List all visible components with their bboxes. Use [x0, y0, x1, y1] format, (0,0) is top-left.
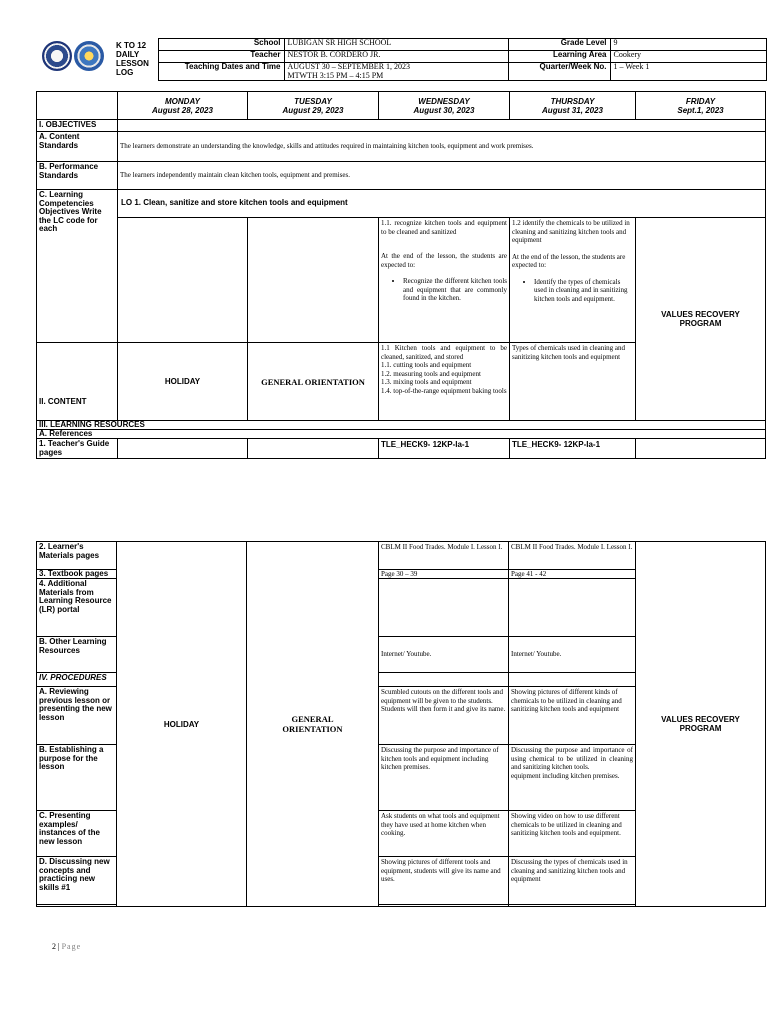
holiday-2: HOLIDAY: [117, 542, 247, 907]
page-word: Page: [61, 942, 82, 951]
dll-title: K TO 12 DAILY LESSON LOG: [116, 40, 149, 77]
wed-objectives: 1.1. recognize kitchen tools and equipment to be cleaned and sanitized At the end of the lesson, the students are expected to: • Recognize the different kitchen tools and equipment that are commonly found in the kitchen.: [379, 218, 510, 343]
performance-standards-text: The learners independently maintain clean kitchen tools, equipment and premises.: [118, 162, 766, 190]
olr-wed: Internet/ Youtube.: [379, 637, 509, 673]
lm-wed: CBLM II Food Trades. Module I. Lesson I.: [379, 542, 509, 570]
proc-b-label: B. Establishing a purpose for the lesson: [37, 745, 117, 811]
quarter-label: Quarter/Week No.: [508, 63, 610, 81]
logo-cell: [36, 39, 114, 81]
content-standards-text: The learners demonstrate an understanding the knowledge, skills and attitudes required in maintaining kitchen tools, equipment and work premises.: [118, 132, 766, 162]
tg-tue: [248, 439, 379, 459]
thu-bullet: • Identify the types of chemicals used in cleaning and in sanitizing kitchen tools and equipment.: [534, 278, 633, 304]
procedures-heading: IV. PROCEDURES: [37, 673, 117, 687]
header-table: [36, 38, 767, 81]
proc-d-label: D. Discussing new concepts and practicing new skills #1: [37, 857, 117, 905]
spacer-thu: [509, 905, 636, 907]
proc-b-wed: Discussing the purpose and importance of kitchen tools and equipment including kitchen premises.: [379, 745, 509, 811]
performance-standards-label: B. Performance Standards: [37, 162, 118, 190]
tg-fri: [636, 439, 766, 459]
tg-thu: TLE_HECK9- 12KP-Ia-1: [510, 439, 636, 459]
grade-label: Grade Level: [508, 39, 610, 51]
page-footer: [52, 942, 81, 951]
proc-b-thu: Discussing the purpose and importance of using chemical to be utilized in cleaning and sanitizing kitchen tools. equipment including kitchen premises.: [509, 745, 636, 811]
spacer-wed: [379, 905, 509, 907]
content-standards-label: A. Content Standards: [37, 132, 118, 162]
spacer-label: [37, 905, 117, 907]
area-value: Cookery: [610, 51, 766, 63]
lm-label: 2. Learner's Materials pages: [37, 542, 117, 570]
tg-wed: TLE_HECK9- 12KP-Ia-1: [379, 439, 510, 459]
wed-content: 1.1 Kitchen tools and equipment to be cleaned, sanitized, and stored 1.1. cutting tools and equipment 1.2. measuring tools and equipment 1.3. mixing tools and equipment 1.4. top-of-the-range equipment baking tools: [379, 343, 510, 421]
proc-c-label: C. Presenting examples/ instances of the new lesson: [37, 811, 117, 857]
content-label: II. CONTENT: [37, 343, 118, 421]
school-label: School: [158, 39, 284, 51]
proc-a-thu: Showing pictures of different kinds of chemicals to be utilized in cleaning and sanitizing kitchen tools and equipment: [509, 687, 636, 745]
olr-label: B. Other Learning Resources: [37, 637, 117, 673]
page-number: 2: [52, 942, 56, 951]
area-label: Learning Area: [508, 51, 610, 63]
thu-objectives: 1.2 identify the chemicals to be utilized in cleaning and sanitizing kitchen tools and equipment At the end of the lesson, the students are expected to: • Identify the types of chemicals used in cleaning and in sanitizing kitchen tools and equipment.: [510, 218, 636, 343]
day-tuesday: TUESDAY August 29, 2023: [248, 92, 379, 120]
resources-heading: III. LEARNING RESOURCES: [37, 421, 766, 430]
holiday-1: HOLIDAY: [118, 343, 248, 421]
thu-content: Types of chemicals used in cleaning and sanitizing kitchen tools and equipment: [510, 343, 636, 421]
proc-a-wed: Scumbled cutouts on the different tools and equipment will be given to the students. Students will then form it and give its name.: [379, 687, 509, 745]
proc-thu: [509, 673, 636, 687]
day-friday: FRIDAY Sept.1, 2023: [636, 92, 766, 120]
dates-value: [284, 63, 508, 81]
page-separator: |: [56, 942, 62, 951]
competencies-text: LO 1. Clean, sanitize and store kitchen tools and equipment: [118, 190, 766, 218]
wed-bullet: • Recognize the different kitchen tools and equipment that are commonly found in the kitchen.: [403, 277, 507, 303]
am-wed: [379, 579, 509, 637]
dates-line: AUGUST 30 – SEPTEMBER 1, 2023: [287, 62, 411, 71]
proc-c-wed: Ask students on what tools and equipment they have used at home kitchen when cooking.: [379, 811, 509, 857]
am-thu: [509, 579, 636, 637]
quarter-value: 1 – Week 1: [610, 63, 766, 81]
proc-c-thu: Showing video on how to use different chemicals to be utilized in cleaning and sanitizing kitchen tools and equipment.: [509, 811, 636, 857]
proc-d-thu: Discussing the types of chemicals used in cleaning and sanitizing kitchen tools and equipment: [509, 857, 636, 905]
teacher-value: NESTOR B. CORDERO JR.: [284, 51, 508, 63]
lesson-log-table-1: [36, 91, 766, 459]
lesson-log-table-2: [36, 541, 766, 907]
day-monday: MONDAY August 28, 2023: [118, 92, 248, 120]
proc-wed: [379, 673, 509, 687]
proc-a-label: A. Reviewing previous lesson or presenting the new lesson: [37, 687, 117, 745]
values-recovery-1: VALUES RECOVERY PROGRAM: [636, 218, 766, 421]
olr-thu: Internet/ Youtube.: [509, 637, 636, 673]
tg-mon: [118, 439, 248, 459]
teacher-label: Teacher: [158, 51, 284, 63]
school-value: LUBIGAN SR HIGH SCHOOL: [284, 39, 508, 51]
orientation-2: GENERAL ORIENTATION: [247, 542, 379, 907]
deped-seal-icon: [42, 41, 72, 71]
grade-value: 9: [610, 39, 766, 51]
orientation-1: GENERAL ORIENTATION: [248, 343, 379, 421]
tb-wed: Page 30 – 39: [379, 570, 509, 579]
corner-cell: [37, 92, 118, 120]
competencies-label: C. Learning Competencies Objectives Write the LC code for each: [37, 190, 118, 343]
dates-label: Teaching Dates and Time: [158, 63, 284, 81]
objectives-blank: [118, 120, 766, 132]
division-seal-icon: [74, 41, 104, 71]
references-heading: A. References: [37, 430, 766, 439]
lm-thu: CBLM II Food Trades. Module I. Lesson I.: [509, 542, 636, 570]
objectives-heading: I. OBJECTIVES: [37, 120, 118, 132]
am-label: 4. Additional Materials from Learning Resource (LR) portal: [37, 579, 117, 637]
tb-thu: Page 41 - 42: [509, 570, 636, 579]
tb-label: 3. Textbook pages: [37, 570, 117, 579]
day-wednesday: WEDNESDAY August 30, 2023: [379, 92, 510, 120]
values-recovery-2: VALUES RECOVERY PROGRAM: [636, 542, 766, 907]
tg-label: 1. Teacher's Guide pages: [37, 439, 118, 459]
time-line: MTWTH 3:15 PM – 4:15 PM: [287, 70, 384, 80]
proc-d-wed: Showing pictures of different tools and equipment, students will give its name and uses.: [379, 857, 509, 905]
tue-obj: [248, 218, 379, 343]
mon-obj: [118, 218, 248, 343]
day-thursday: THURSDAY August 31, 2023: [510, 92, 636, 120]
